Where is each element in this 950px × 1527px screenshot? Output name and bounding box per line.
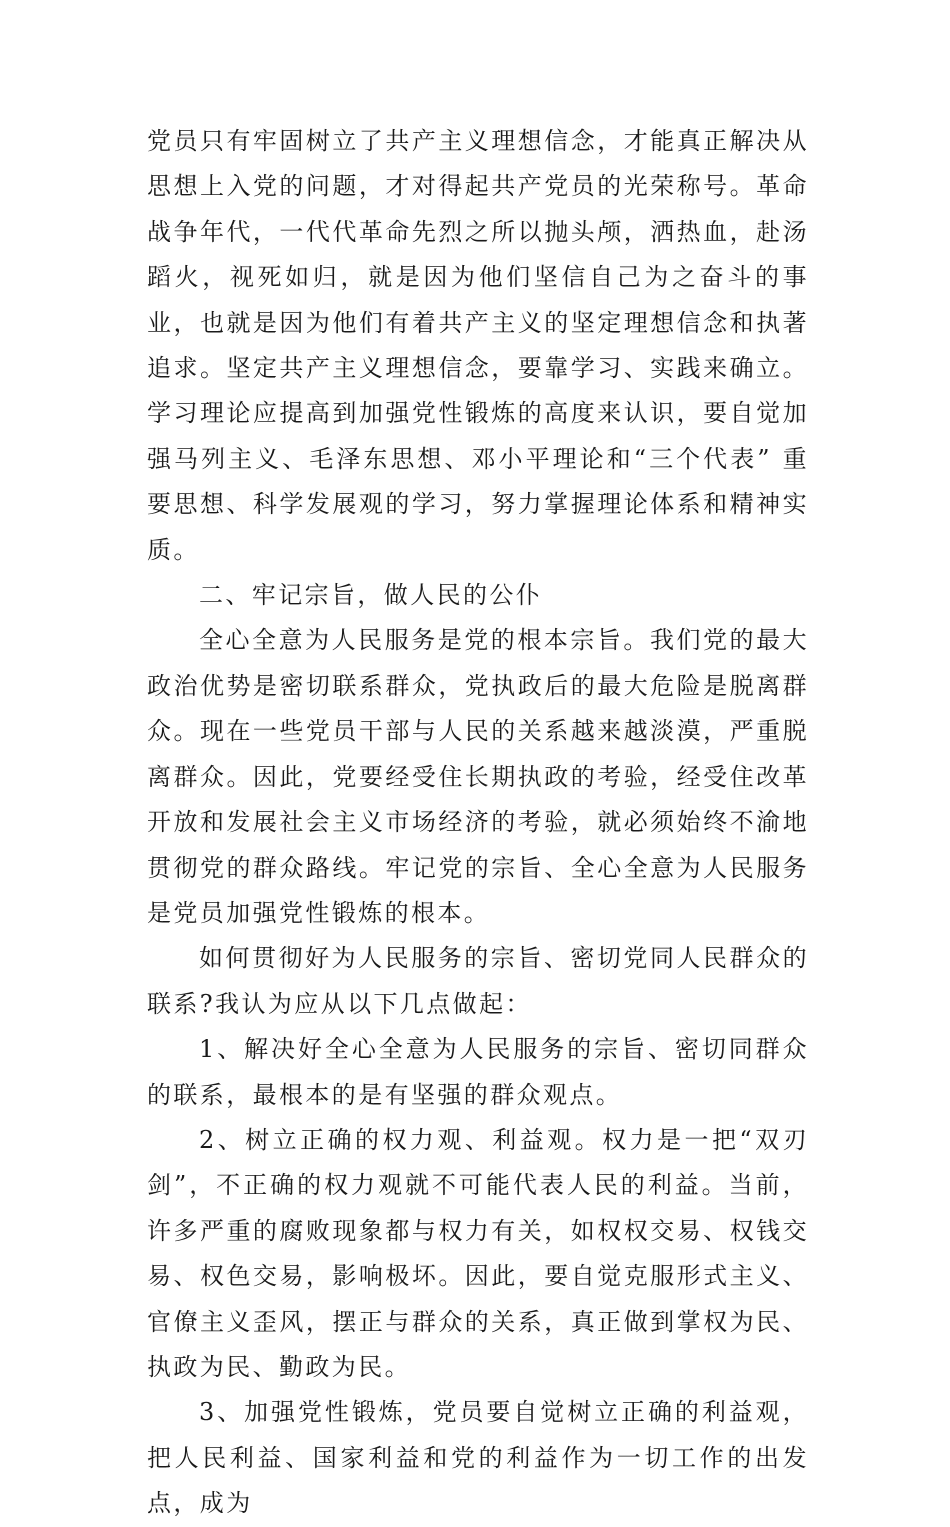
list-item-3: 3、加强党性锻炼，党员要自觉树立正确的利益观，把人民利益、国家利益和党的利益作为一切工作的出发点，成为 <box>147 1398 809 1518</box>
list-item-1: 1、解决好全心全意为人民服务的宗旨、密切同群众的联系，最根本的是有坚强的群众观点。 <box>147 1035 809 1109</box>
paragraph-question: 如何贯彻好为人民服务的宗旨、密切党同人民群众的联系?我认为应从以下几点做起： <box>147 944 809 1018</box>
document-body <box>147 119 809 1527</box>
paragraph-purpose: 全心全意为人民服务是党的根本宗旨。我们党的最大政治优势是密切联系群众，党执政后的最大危险是脱离群众。现在一些党员干部与人民的关系越来越淡漠，严重脱离群众。因此，党要经受住长期执政的考验，经受住改革开放和发展社会主义市场经济的考验，就必须始终不渝地贯彻党的群众路线。牢记党的宗旨、全心全意为人民服务是党员加强党性锻炼的根本。 <box>147 626 809 927</box>
section-heading-serve-people: 二、牢记宗旨，做人民的公仆 <box>199 581 543 610</box>
paragraph-ideals: 党员只有牢固树立了共产主义理想信念，才能真正解决从思想上入党的问题，才对得起共产党员的光荣称号。革命战争年代，一代代革命先烈之所以抛头颅，洒热血，赴汤蹈火，视死如归，就是因为他们坚信自己为之奋斗的事业，也就是因为他们有着共产主义的坚定理想信念和执著追求。坚定共产主义理想信念，要靠学习、实践来确立。学习理论应提高到加强党性锻炼的高度来认识，要自觉加强马列主义、毛泽东思想、邓小平理论和“三个代表” 重要思想、科学发展观的学习，努力掌握理论体系和精神实质。 <box>147 127 809 564</box>
list-item-2: 2、树立正确的权力观、利益观。权力是一把“双刃剑”，不正确的权力观就不可能代表人民的利益。当前，许多严重的腐败现象都与权力有关，如权权交易、权钱交易、权色交易，影响极坏。因此，要自觉克服形式主义、官僚主义歪风，摆正与群众的关系，真正做到掌权为民、执政为民、勤政为民。 <box>147 1125 809 1381</box>
